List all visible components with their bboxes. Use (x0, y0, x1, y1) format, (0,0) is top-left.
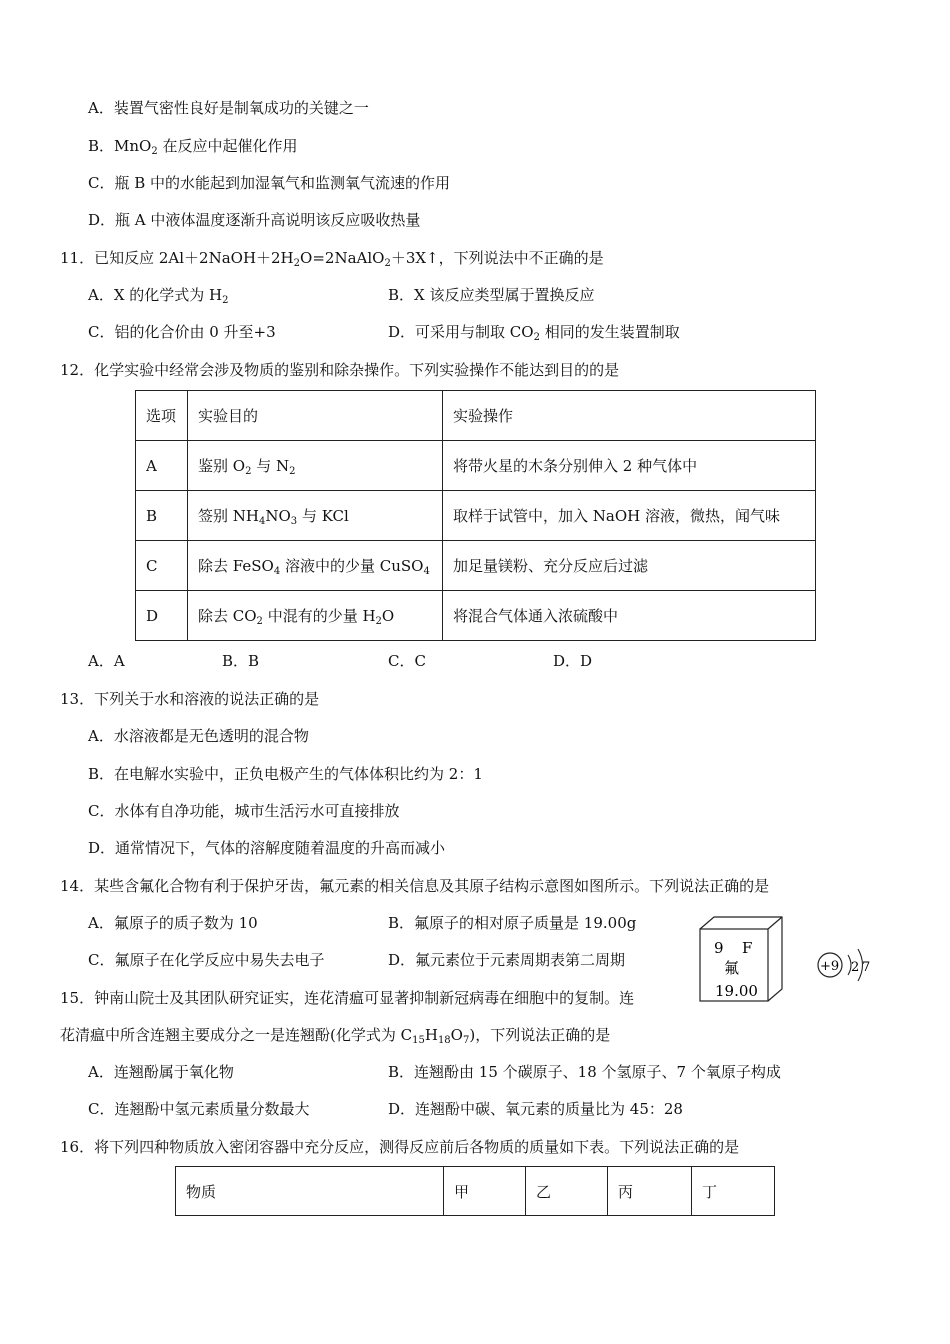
table-cell: 鉴别 $O_2$ 与 $N_2$ (188, 441, 443, 491)
q11-stem: 11．已知反应 $2Al+2NaOH+2H_2O=2NaAlO_2+3X↑$，下列说法中不正确的是 (60, 249, 604, 269)
table-row (136, 391, 816, 441)
q11-option-a: A．X 的化学式为 $H_2$ (88, 286, 229, 306)
q12-answer-d: D．D (553, 652, 593, 670)
table-row (136, 541, 816, 591)
table-row (136, 491, 816, 541)
q12-answer-a: A．A (88, 652, 125, 670)
q10-option-a: A．装置气密性良好是制氧成功的关键之一 (88, 99, 369, 117)
q12-table (135, 390, 816, 641)
table-header-cell: 实验操作 (443, 391, 816, 441)
table-cell: C (136, 541, 188, 591)
q11-option-c: C．铝的化合价由 0 升至+3 (88, 323, 276, 341)
q13-option-b: B．在电解水实验中，正负电极产生的气体体积比约为 2：1 (88, 765, 483, 783)
q13-option-a: A．水溶液都是无色透明的混合物 (88, 727, 309, 745)
table-cell: D (136, 591, 188, 641)
table-header-cell: 物质 (176, 1167, 444, 1216)
q14-option-b: B．氟原子的相对原子质量是 19.00g (388, 914, 637, 932)
table-cell: 加足量镁粉、充分反应后过滤 (443, 541, 816, 591)
q10-option-d: D．瓶 A 中液体温度逐渐升高说明该反应吸收热量 (88, 211, 421, 229)
table-header-cell: 丙 (608, 1167, 692, 1216)
q13-option-c: C．水体有自净功能，城市生活污水可直接排放 (88, 802, 400, 820)
table-cell: B (136, 491, 188, 541)
table-cell: 将带火星的木条分别伸入 2 种气体中 (443, 441, 816, 491)
q15-stem-line2: 花清瘟中所含连翘主要成分之一是连翘酚(化学式为 $C_{15}H_{18}O_7$)，下列说法正确的是 (60, 1026, 611, 1046)
q16-table (175, 1166, 775, 1216)
q10-option-c: C．瓶 B 中的水能起到加湿氧气和监测氧气流速的作用 (88, 174, 451, 192)
q12-answer-c: C．C (388, 652, 426, 670)
q15-option-a: A．连翘酚属于氧化物 (88, 1063, 234, 1081)
table-cell: 除去 $CO_2$ 中混有的少量 $H_2O$ (188, 591, 443, 641)
q14-option-a: A．氟原子的质子数为 10 (88, 914, 258, 932)
nucleus-charge: +9 (820, 959, 840, 974)
q12-answer-b: B．B (222, 652, 260, 670)
q15-stem-line1: 15．钟南山院士及其团队研究证实，连花清瘟可显著抑制新冠病毒在细胞中的复制。连 (60, 989, 635, 1007)
atomic-mass: 19.00 (715, 982, 758, 1000)
table-header-cell: 丁 (692, 1167, 775, 1216)
table-row (176, 1167, 775, 1216)
electron-shell-2: 7 (862, 960, 870, 975)
q11-option-d: D．可采用与制取 $CO_2$ 相同的发生装置制取 (388, 323, 680, 343)
electron-shell-1: 2 (851, 960, 860, 975)
q15-option-c: C．连翘酚中氢元素质量分数最大 (88, 1100, 310, 1118)
q14-option-d: D．氟元素位于元素周期表第二周期 (388, 951, 626, 969)
table-header-cell: 选项 (136, 391, 188, 441)
q10-option-b: B．MnO$_2$ 在反应中起催化作用 (88, 137, 298, 157)
table-cell: 取样于试管中，加入 NaOH 溶液，微热，闻气味 (443, 491, 816, 541)
q15-option-b: B．连翘酚由 15 个碳原子、18 个氢原子、7 个氧原子构成 (388, 1063, 781, 1081)
q14-option-c: C．氟原子在化学反应中易失去电子 (88, 951, 325, 969)
fluorine-figure (698, 915, 870, 1005)
q16-stem: 16．将下列四种物质放入密闭容器中充分反应，测得反应前后各物质的质量如下表。下列说法正确的是 (60, 1138, 740, 1156)
q11-option-b: B．X 该反应类型属于置换反应 (388, 286, 595, 304)
table-cell: 除去 FeSO$_4$ 溶液中的少量 CuSO$_4$ (188, 541, 443, 591)
table-cell: A (136, 441, 188, 491)
q15-option-d: D．连翘酚中碳、氧元素的质量比为 45：28 (388, 1100, 683, 1118)
atom-structure-diagram (818, 949, 870, 981)
q13-option-d: D．通常情况下，气体的溶解度随着温度的升高而减小 (88, 839, 446, 857)
atomic-number: 9 (714, 939, 724, 957)
table-row (136, 591, 816, 641)
table-header-cell: 甲 (444, 1167, 526, 1216)
table-row (136, 441, 816, 491)
element-name: 氟 (724, 959, 740, 977)
table-header-cell: 乙 (526, 1167, 608, 1216)
table-header-cell: 实验目的 (188, 391, 443, 441)
q14-stem: 14．某些含氟化合物有利于保护牙齿，氟元素的相关信息及其原子结构示意图如图所示。下列说法正确的是 (60, 877, 770, 895)
table-cell: 将混合气体通入浓硫酸中 (443, 591, 816, 641)
element-symbol: F (742, 939, 753, 957)
table-cell: 签别 $NH_4NO_3$ 与 KCl (188, 491, 443, 541)
q13-stem: 13．下列关于水和溶液的说法正确的是 (60, 690, 320, 708)
q12-stem: 12．化学实验中经常会涉及物质的鉴别和除杂操作。下列实验操作不能达到目的的是 (60, 361, 620, 379)
